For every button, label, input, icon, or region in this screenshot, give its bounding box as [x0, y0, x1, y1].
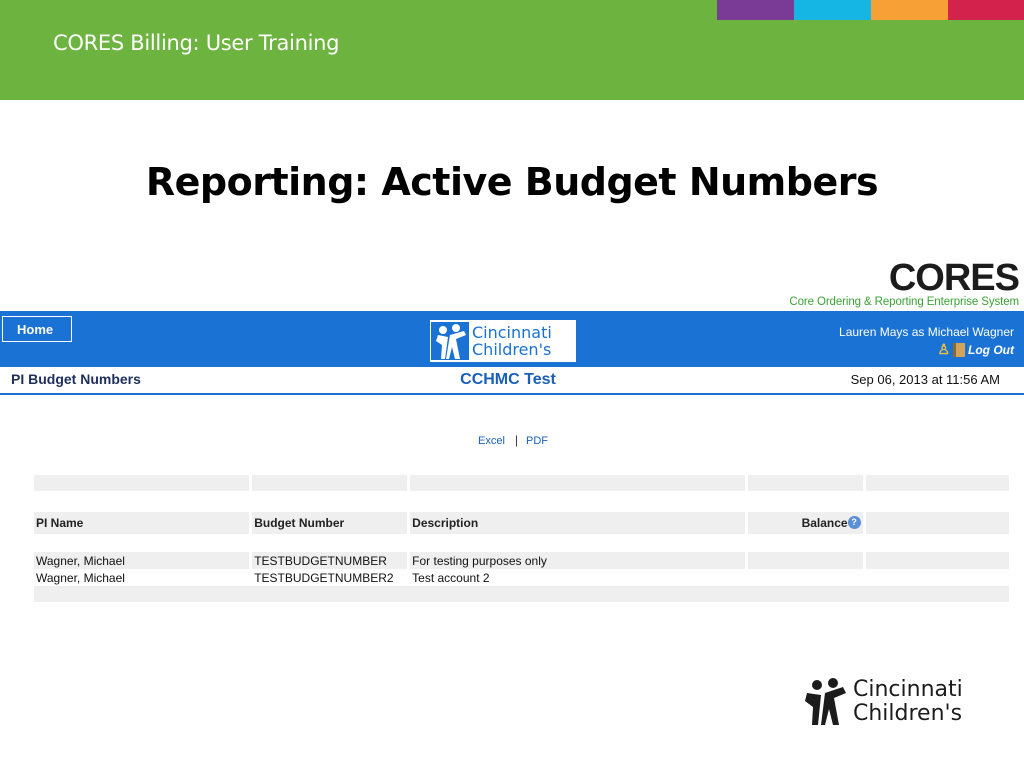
cell-pi-name: Wagner, Michael: [36, 570, 125, 585]
slide-title: Reporting: Active Budget Numbers: [145, 160, 879, 204]
user-label: Lauren Mays as Michael Wagner: [839, 325, 1014, 339]
table-row: [34, 569, 1009, 586]
table-spacer: [34, 534, 1009, 552]
table-footer-row: [34, 586, 1009, 602]
report-timestamp: Sep 06, 2013 at 11:56 AM: [850, 372, 1000, 387]
org-name: CCHMC Test: [460, 371, 556, 388]
filter-cell: [410, 475, 745, 491]
cell-pi-name: Wagner, Michael: [34, 552, 249, 569]
filter-cell: [34, 475, 249, 491]
cell-balance: [748, 552, 863, 569]
accent-strip-orange: [871, 0, 948, 20]
cell-balance: [748, 569, 863, 586]
table-row: [34, 552, 1009, 569]
cincinnati-childrens-logo: [430, 320, 576, 362]
accent-strip-red: [948, 0, 1024, 20]
export-pdf-link[interactable]: PDF: [526, 435, 549, 447]
help-icon[interactable]: ?: [848, 516, 861, 529]
footer-logo-line1: Cincinnati: [853, 677, 963, 702]
cell-description: For testing purposes only: [410, 552, 745, 569]
cores-logo: [789, 257, 1019, 308]
brand-text: [472, 324, 552, 358]
logout-area: [937, 341, 1014, 358]
brand-line1: Cincinnati: [472, 323, 552, 342]
export-links: [478, 433, 548, 447]
cell-budget-number: TESTBUDGETNUMBER2: [254, 570, 394, 585]
children-figure-icon: [803, 677, 849, 727]
home-button[interactable]: Home: [2, 316, 72, 342]
accent-strip-cyan: [794, 0, 871, 20]
footer-logo-text: [853, 678, 963, 726]
children-figure-icon: [430, 321, 470, 361]
filter-cell: [866, 475, 1009, 491]
header-budget-number[interactable]: Budget Number: [252, 512, 407, 534]
user-icon[interactable]: ♙: [937, 341, 951, 357]
header-description[interactable]: Description: [410, 512, 745, 534]
cell-description: Test account 2: [412, 570, 490, 585]
filter-cell: [748, 475, 863, 491]
budget-numbers-table: [31, 475, 1012, 602]
header-balance[interactable]: Balance: [801, 516, 848, 530]
cell-empty: [866, 569, 1009, 586]
app-nav-bar: [0, 311, 1024, 367]
cores-wordmark: [789, 257, 1019, 299]
cores-tagline: Core Ordering & Reporting Enterprise System: [789, 296, 1019, 308]
table-filter-row: [34, 475, 1009, 491]
export-excel-link[interactable]: Excel: [478, 435, 505, 447]
export-separator: |: [514, 433, 519, 447]
page-name: PI Budget Numbers: [11, 371, 141, 387]
report-title-row: [0, 367, 1024, 395]
cell-budget-number: TESTBUDGETNUMBER: [252, 552, 407, 569]
brand-line2: Children's: [472, 340, 552, 359]
footer-logo-line2: Children's: [853, 701, 963, 726]
footer-childrens-logo: [803, 677, 963, 727]
table-header-row: [34, 512, 1009, 534]
header-balance-cell: [748, 512, 863, 534]
cores-wordmark-text: CORES: [888, 257, 1019, 299]
accent-strip-purple: [717, 0, 794, 20]
filter-cell: [252, 475, 407, 491]
slide-header-title: CORES Billing: User Training: [53, 31, 340, 55]
header-pi-name[interactable]: PI Name: [34, 512, 249, 534]
table-spacer: [34, 491, 1009, 512]
door-icon[interactable]: [953, 343, 965, 357]
header-empty: [866, 512, 1009, 534]
cell-empty: [866, 552, 1009, 569]
logout-link[interactable]: Log Out: [968, 342, 1014, 357]
